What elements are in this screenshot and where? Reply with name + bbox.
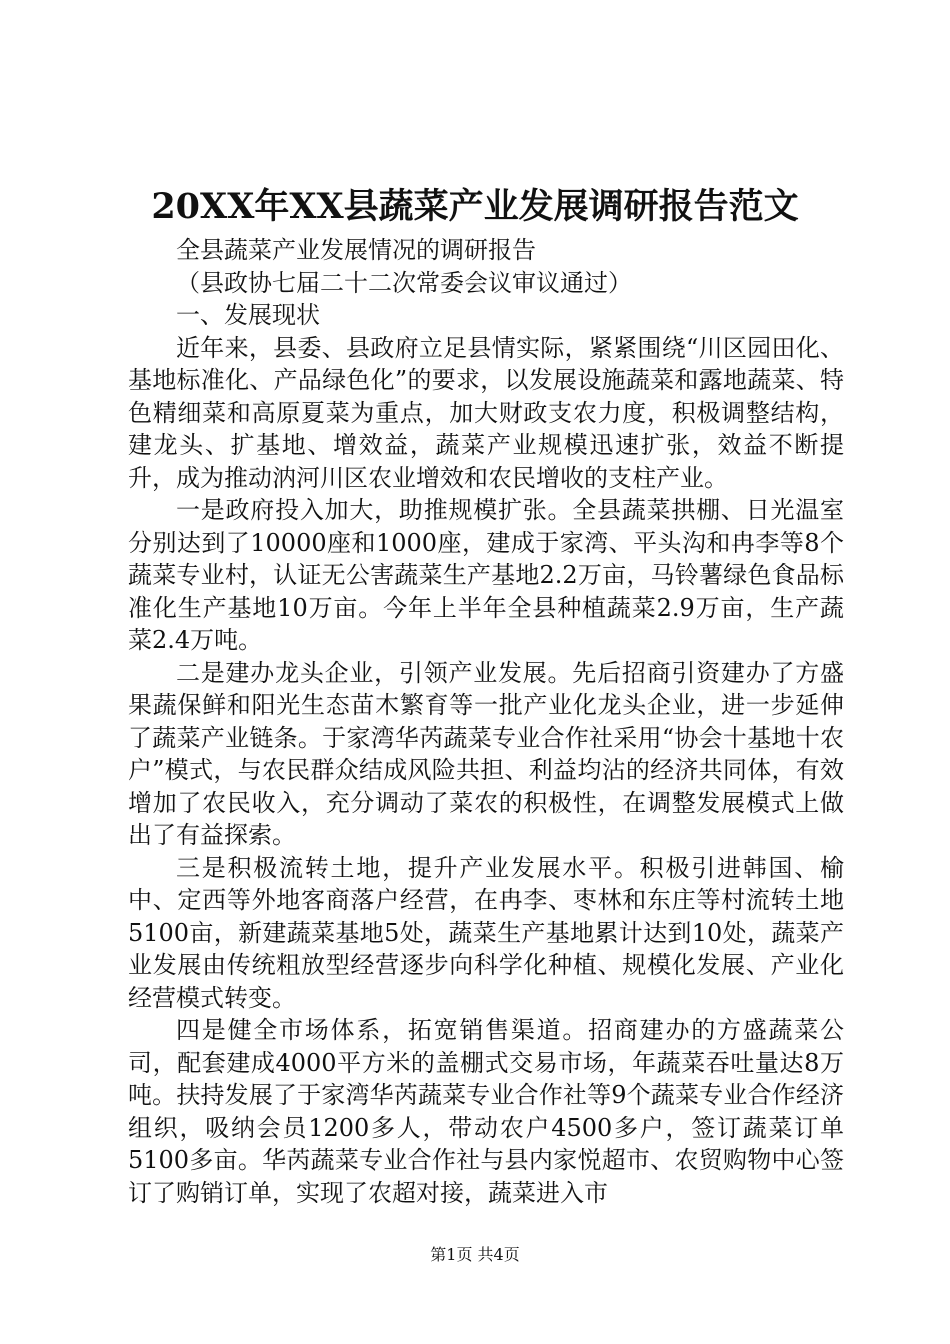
body-paragraph: 二是建办龙头企业，引领产业发展。先后招商引资建办了方盛果蔬保鲜和阳光生态苗木繁育等一批产业化龙头企业，进一步延伸了蔬菜产业链条。于家湾华芮蔬菜专业合作社采用“协会十基地十农户”模式，与农民群众结成风险共担、利益均沾的经济共同体，有效增加了农民收入，充分调动了菜农的积极性，在调整发展模式上做出了有益探索。 <box>128 658 844 849</box>
document-title: 20XX年XX县蔬菜产业发展调研报告范文 <box>151 186 799 227</box>
page-number: 第1页 共4页 <box>430 1245 520 1264</box>
section-heading: 一、发展现状 <box>176 301 320 329</box>
body-paragraph: 三是积极流转土地，提升产业发展水平。积极引进韩国、榆中、定西等外地客商落户经营，在冉李、枣林和东庄等村流转土地5100亩，新建蔬菜基地5处，蔬菜生产基地累计达到10处，蔬菜产业发展由传统粗放型经营逐步向科学化种植、规模化发展、产业化经营模式转变。 <box>128 853 844 1012</box>
document-body <box>128 234 844 1209</box>
body-paragraph: 四是健全市场体系，拓宽销售渠道。招商建办的方盛蔬菜公司，配套建成4000平方米的盖棚式交易市场，年蔬菜吞吐量达8万吨。扶持发展了于家湾华芮蔬菜专业合作社等9个蔬菜专业合作经济组织，吸纳会员1200多人，带动农户4500多户，签订蔬菜订单5100多亩。华芮蔬菜专业合作社与县内家悦超市、农贸购物中心签订了购销订单，实现了农超对接，蔬菜进入市 <box>128 1016 844 1207</box>
document-subtitle: 全县蔬菜产业发展情况的调研报告 <box>176 236 536 264</box>
body-paragraph: 一是政府投入加大，助推规模扩张。全县蔬菜拱棚、日光温室分别达到了10000座和1000座，建成于家湾、平头沟和冉李等8个蔬菜专业村，认证无公害蔬菜生产基地2.2万亩，马铃薯绿色食品标准化生产基地10万亩。今年上半年全县种植蔬菜2.9万亩，生产蔬菜2.4万吨。 <box>128 496 844 654</box>
approval-note: （县政协七届二十二次常委会议审议通过） <box>176 268 632 297</box>
body-paragraph: 近年来，县委、县政府立足县情实际，紧紧围绕“川区园田化、基地标准化、产品绿色化”的要求，以发展设施蔬菜和露地蔬菜、特色精细菜和高原夏菜为重点，加大财政支农力度，积极调整结构，建龙头、扩基地、增效益，蔬菜产业规模迅速扩张，效益不断提升，成为推动汭河川区农业增效和农民增收的支柱产业。 <box>128 333 844 492</box>
